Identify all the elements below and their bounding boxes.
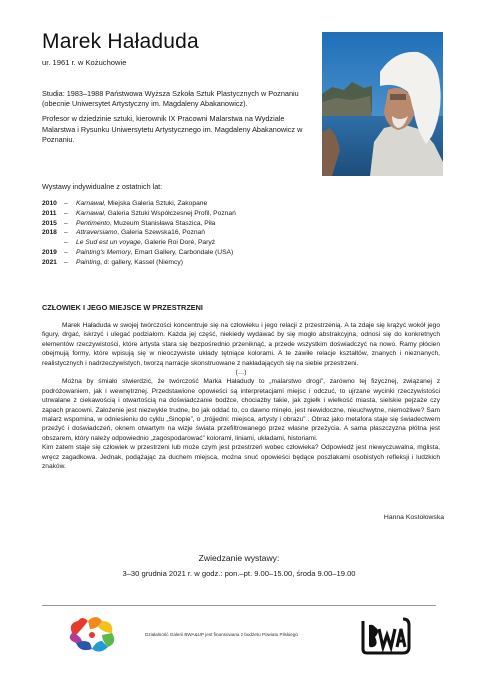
biography <box>42 89 307 150</box>
exhibition-dash: – <box>64 239 68 247</box>
exhibition-venue: , Galeria Sztuki Współczesnej Profil, Poznań <box>103 209 236 217</box>
exhibition-dash: – <box>64 258 68 266</box>
exhibition-title: Pentimento <box>76 219 110 227</box>
exhibition-title: Le Sud est un voyage <box>76 239 141 247</box>
visit-hours: 3–30 grudnia 2021 r. w godz.: pon.–pt. 9.00–15.00, środa 9.00–19.00 <box>122 569 356 578</box>
exhibition-year: 2010 <box>42 200 57 207</box>
exhibition-year: 2019 <box>42 248 57 256</box>
exhibition-item <box>42 248 236 258</box>
essay-title: CZŁOWIEK I JEGO MIEJSCE W PRZESTRZENI <box>42 303 203 312</box>
exhibition-item <box>42 258 236 268</box>
exhibition-dash: – <box>64 248 68 256</box>
exhibitions-list <box>42 199 236 268</box>
exhibition-year: 2015 <box>42 219 57 227</box>
exhibition-item <box>42 199 236 209</box>
exhibition-item <box>42 219 236 229</box>
exhibition-year: 2018 <box>42 229 57 237</box>
exhibition-year: 2021 <box>42 258 57 266</box>
essay-signature: Hanna Kostołowska <box>383 514 444 521</box>
exhibition-venue: , Muzeum Stanisława Staszica, Piła <box>109 219 216 227</box>
exhibition-venue: , Emart Gallery, Carbondale (USA) <box>130 248 234 256</box>
artist-name: Marek Haładuda <box>42 30 199 53</box>
exhibition-venue: , d: gallery, Kassel (Niemcy) <box>100 258 183 266</box>
exhibition-dash: – <box>64 209 68 217</box>
essay-ellipsis: (…) <box>235 369 247 377</box>
bwa-logo <box>355 615 415 660</box>
funding-note: Działalność Galerii BWA&UP jest finansowana z budżetu Powiatu Pilskiego <box>145 632 298 637</box>
exhibition-title: Attraversiamo <box>76 229 118 237</box>
exhibition-item <box>42 238 236 248</box>
bio-professor: Profesor w dziedzinie sztuki, kierownik IX Pracowni Malarstwa na Wydziale Malarstwa i Rysunku Uniwersytetu Artystycznego im. Magdaleny Abakanowicz w Poznaniu. <box>42 114 303 144</box>
birth-info: ur. 1961 r. w Kożuchowie <box>42 58 127 67</box>
exhibition-item <box>42 209 236 219</box>
exhibition-dash: – <box>64 229 68 237</box>
county-logo <box>66 615 118 660</box>
essay-paragraph-2: Można by śmiało stwierdzić, że twórczość Marka Haładudy to „malarstwo drogi”, zarówno tej fizycznej, związanej z podróżowaniem, jak i wewnętrznej. Przedstawione opowieści są interpretacjami miejsc i odczuć, to ujrzane wycinki rzeczywistości utrwalane z ciekawością i otwartością na doświadczanie bodźce, chociażby takie, jak zgiełk i wielkość miasta, sielskie pejzaże czy zapach pracowni. Założenie jest niezwykle trudne, bo jak oddać to, co dawno minęło, jest niewidoczne, nieuchwytne, niemożliwe? Sam malarz wspomina, w odniesieniu do cyklu „Sinopie”, o „trójjedni: miejsca, artysty i obrazu” . Obraz jako metafora staje się świadectwem przeżyć i doświadczeń, oknem otwartym na wizje świata przefiltrowanego przez własne przeżycia. A sama płaszczyzna płótna jest obszarem, który należy odpowiednio „zagospodarować” kolorami, liniami, układami, historiami. <box>42 378 440 442</box>
exhibition-dash: – <box>64 200 68 207</box>
exhibition-item <box>42 228 236 238</box>
footer-divider <box>42 605 436 606</box>
exhibition-venue: , Galerie Roi Doré, Paryż <box>140 239 216 247</box>
exhibition-year: 2011 <box>42 209 57 217</box>
essay-body <box>42 321 440 472</box>
exhibition-title: Karnawał <box>76 200 104 207</box>
exhibition-dash: – <box>64 219 68 227</box>
visit-heading: Zwiedzanie wystawy: <box>198 553 280 563</box>
exhibition-title: Karnawał <box>76 209 104 217</box>
county-logo-icon <box>66 615 118 655</box>
artist-photo-image <box>322 32 443 176</box>
essay-paragraph-3: Kim zatem staje się człowiek w przestrzeni lub może czym jest przestrzeń wobec człowieka? Odpowiedź jest niewyczuwalna, mglista, wręcz zagadkowa. Jednak, podążając za duchem miejsca, można snuć opowieści będące poszlakami osobistych refleksji i ludzkich znaków. <box>42 444 440 471</box>
exhibitions-heading: Wystawy indywidualne z ostatnich lat: <box>42 182 163 191</box>
exhibition-venue: , Miejska Galeria Sztuki, Zakopane <box>103 200 208 207</box>
artist-photo <box>322 32 443 176</box>
essay-paragraph-1: Marek Haładuda w swojej twórczości koncentruje się na człowieku i jego relacji z przestrzenią. A ta zdaje się krążyć wokół jego figury, drgać, iskrzyć i ulegać podziałom. Każda jej część, niekiedy wydawać by się mogło abstrakcyjna, odnosi się do konkretnych elementów rzeczywistości, które artysta stara się bezpośrednio przeniknąć, a przede wszystkim doświadczyć na nowo. Ramy płócien obejmują formy, które wpisują się w nieoczywiste układy tętniące kolorami. A te zawiłe relacje kształtów, znanych i nieznanych, realistycznych i nadrzeczywistych, tworzą narracje skonstruowane z nakładających się na siebie przestrzeni. <box>42 322 440 367</box>
bio-studies: Studia: 1983–1988 Państwowa Wyższa Szkoła Sztuk Plastycznych w Poznaniu (obecnie Uniwersytet Artystyczny im. Magdaleny Abakanowicz). <box>42 89 299 109</box>
exhibition-title: Painting <box>76 258 101 266</box>
bwa-logo-icon <box>355 615 415 655</box>
exhibition-title: Painting's Memory <box>76 248 131 256</box>
exhibition-venue: , Galeria Szewska16, Poznań <box>117 229 205 237</box>
